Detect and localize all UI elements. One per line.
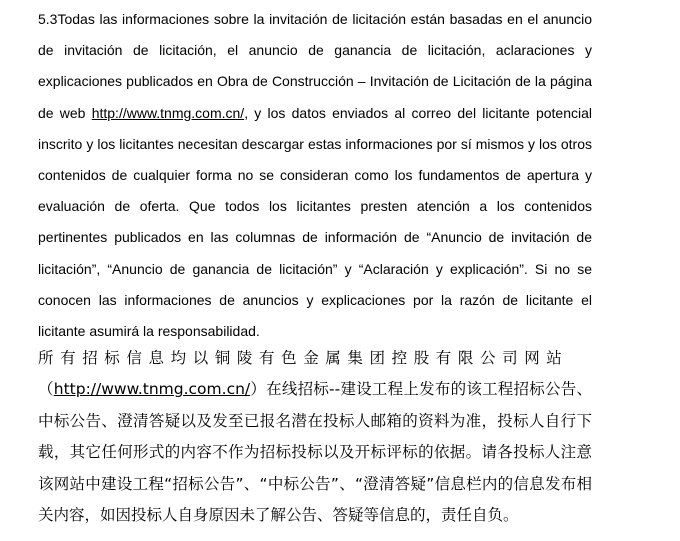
clause-es-text-before-link: 5.3Todas las informaciones sobre la invitación de licitación están basadas en el anuncio de invitación de licitación, el anuncio de ganancia de licitación, aclaraciones y explicaciones publicados en Obra de Construcción – Invitación de Licitación de la página de web xyxy=(38,11,592,121)
website-link-es[interactable]: http://www.tnmg.com.cn/ xyxy=(91,104,245,121)
clause-zh-text-after-link: ）在线招标--建设工程上发布的该工程招标公告、中标公告、澄清答疑以及发至已报名潜在投标人邮箱的资料为准，投标人自行下载，其它任何形式的内容不作为招标投标以及开标评标的依据。请各投标人注意该网站中建设工程“招标公告”、“中标公告”、“澄清答疑”信息栏内的信息发布相关内容，如因投标人自身原因未了解公告、答疑等信息的，责任自负。 xyxy=(38,380,592,525)
clause-zh-first-line: 所有招标信息均以铜陵有色金属集团控股有限公司网站 xyxy=(38,349,569,367)
clause-zh-paren-open: （ xyxy=(38,380,54,399)
clause-chinese xyxy=(38,343,592,531)
clause-es-text-after-link: , y los datos enviados al correo del licitante potencial inscrito y los licitantes necesitan descargar estas informaciones por sí mismos y los otros contenidos de cualquier forma no se consideran como los fundamentos de apertura y evaluación de oferta. Que todos los licitantes presten atención a los contenidos pertinentes publicados en las columnas de información de “Anuncio de invitación de licitación”, “Anuncio de ganancia de licitación” y “Aclaración y explicación”. Si no se conocen las informaciones de anuncios y explicaciones por la razón de licitante el licitante asumirá la responsabilidad. xyxy=(38,104,592,340)
clause-5-3-spanish xyxy=(38,4,592,347)
website-link-zh[interactable]: http://www.tnmg.com.cn/ xyxy=(53,380,251,399)
